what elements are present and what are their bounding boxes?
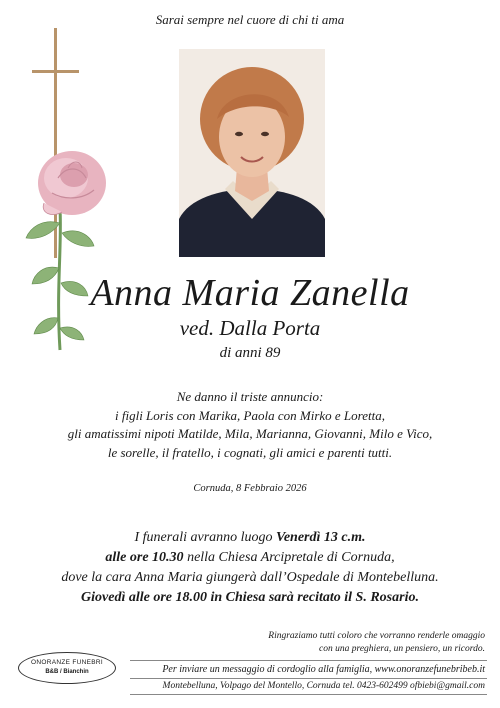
funeral-home-logo: [18, 652, 116, 684]
portrait-illustration: [179, 49, 325, 257]
rosary-info: Giovedì alle ore 18.00 in Chiesa sarà recitato il S. Rosario.: [81, 590, 419, 605]
logo-line-2: B&B / Bianchin: [45, 669, 89, 675]
divider: [130, 694, 487, 695]
rose-bloom: [38, 151, 106, 215]
divider: [130, 660, 487, 661]
funeral-line-1: [0, 528, 500, 548]
widow-of: ved. Dalla Porta: [179, 316, 321, 340]
age: di anni 89: [219, 345, 281, 361]
motto: Sarai sempre nel cuore di chi ti ama: [155, 12, 345, 27]
logo-line-1: ONORANZE FUNEBRI: [31, 659, 103, 666]
announcement-line: le sorelle, il fratello, i cognati, gli amici e parenti tutti.: [107, 444, 393, 460]
funeral-line-3: dove la cara Anna Maria giungerà dall’Ospedale di Montebelluna.: [61, 570, 439, 585]
portrait-photo: [179, 49, 325, 257]
funeral-time: alle ore 10.30: [105, 550, 184, 565]
thanks-line-1: Ringraziamo tutti coloro che vorranno renderle omaggio: [268, 631, 485, 641]
funeral-line-4: [0, 588, 500, 608]
cross-horizontal-beam: [32, 70, 79, 73]
divider: [130, 678, 487, 679]
place-date: Cornuda, 8 Febbraio 2026: [193, 483, 307, 494]
funeral-info: [0, 528, 500, 608]
announcement: [0, 388, 500, 462]
funeral-church: nella Chiesa Arcipretale di Cornuda,: [183, 550, 395, 565]
thanks-note: [155, 630, 485, 656]
contacts: Montebelluna, Volpago del Montello, Cornuda tel. 0423-602499 ofbiebi@gmail.com: [162, 681, 485, 691]
deceased-name: Anna Maria Zanella: [90, 272, 410, 314]
announcement-line: gli amatissimi nipoti Matilde, Mila, Marianna, Giovanni, Milo e Vico,: [67, 426, 433, 441]
funeral-intro: I funerali avranno luogo: [134, 530, 277, 545]
thanks-line-2: con una preghiera, un pensiero, un ricordo.: [319, 644, 485, 654]
funeral-date: Venerdì 13 c.m.: [276, 530, 366, 545]
announcement-line: Ne danno il triste annuncio:: [176, 389, 324, 404]
condolence-message-info: Per inviare un messaggio di cordoglio alla famiglia, www.onoranzefunebribeb.it: [162, 664, 485, 675]
announcement-line: i figli Loris con Marika, Paola con Mirko e Loretta,: [115, 407, 385, 423]
funeral-line-2: [0, 548, 500, 568]
